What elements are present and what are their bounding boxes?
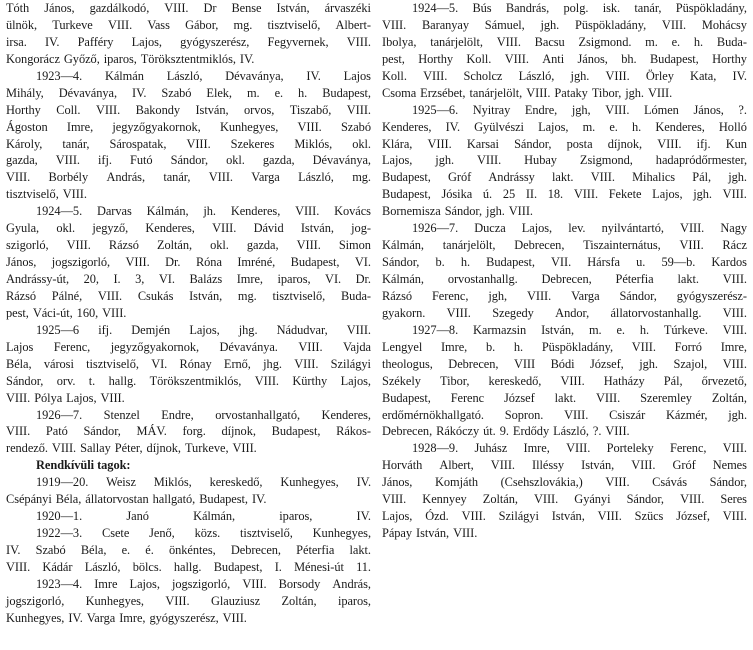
- text-line: Bornemisza Sándor, jgh. VIII.: [382, 204, 533, 219]
- text-line: 1925—6. Nyitray Endre, jgh, VIII. Lómen János, ?.: [412, 102, 747, 117]
- text-line: ülnök, Turkeve VIII. Vass Gábor, mg. tisztviselő, Albert-: [6, 17, 371, 32]
- text-line: 1923—4. Kálmán László, Dévaványa, IV. Lajos: [36, 68, 371, 83]
- text-line: János, Komjáth (Csehszlovákia,) VIII. Csávás Sándor,: [382, 475, 747, 490]
- text-line: Ibolya, tanárjelölt, VIII. Bacsu Zsigmond. m. e. h. Buda-: [382, 34, 747, 49]
- text-line: Lajos, Ózd. VIII. Szilágyi István, VIII. Szücs József, VIII.: [382, 509, 747, 524]
- section-heading: Rendkívüli tagok:: [36, 458, 131, 473]
- text-line: rendező. VIII. Sallay Péter, díjnok, Turkeve, VIII.: [6, 441, 257, 456]
- text-line: Horváth Albert, VIII. Illéssy István, VIII. Gróf Nemes: [382, 458, 747, 473]
- text-line: 1922—3. Csete Jenő, közs. tisztviselő, Kunhegyes,: [36, 526, 371, 541]
- text-line: VIII. Kádár László, bölcs. hallg. Budapest, I. Ménesi-út 11.: [6, 559, 371, 574]
- text-line: Mihály, Dévaványa, IV. Szabó Elek, m. e. h. Budapest,: [6, 85, 371, 100]
- text-line: Károly, tanár, Sárospatak, VIII. Szekeres Miklós, okl.: [6, 136, 371, 151]
- text-line: Andrássy-út, 20, I. 3, VI. Balázs Imre, iparos, VI. Dr.: [6, 272, 371, 286]
- text-line: VIII. Kennyey Zoltán, VIII. Gyányi Sándor, VIII. Seres: [382, 492, 747, 507]
- text-line: Tóth János, gazdálkodó, VIII. Dr Bense István, árvaszéki: [6, 1, 371, 15]
- text-line: Kongorácz Győző, iparos, Töröksztentmiklós, IV.: [6, 51, 255, 66]
- text-line: VIII. Pató Sándor, MÁV. forg. díjnok, Budapest, Rákos-: [6, 424, 371, 439]
- text-line: pest, Váci-út, 160, VIII.: [6, 305, 127, 320]
- text-line: tisztviselő, VIII.: [6, 187, 87, 202]
- text-line: Sándor, orv. t. hallg. Törökszentmiklós, VIII. Kürthy Lajos,: [6, 373, 371, 388]
- text-line: gazda, VIII. ifj. Futó Sándor, okl. gazda, Dévaványa,: [6, 153, 371, 168]
- text-line: VIII. Pólya Lajos, VIII.: [6, 390, 125, 405]
- text-line: pest, Horthy Koll. VIII. Anti János, bh. Budapest, Horthy: [382, 51, 747, 66]
- text-line: Budapest, Ferenc József lakt. VIII. Szeremley Zoltán,: [382, 390, 747, 405]
- text-line: Székely Tibor, kereskedő, VIII. Hatházy Pál, őrvezető,: [382, 373, 747, 388]
- text-line: 1925—6 ifj. Demjén Lajos, jhg. Nádudvar, VIII.: [36, 322, 371, 337]
- text-line: 1928—9. Juhász Imre, VIII. Porteleky Ferenc, VIII.: [412, 441, 747, 456]
- text-line: Lajos Ferenc, jegyzőgyakornok, Dévaványa. VIII. Vajda: [6, 339, 371, 354]
- text-line: Budapest, Jósika ú. 25 II. 18. VIII. Fekete Lajos, jgh. VIII.: [382, 187, 747, 202]
- text-line: 1924—5. Bús Bandrás, polg. isk. tanár, Püspökladány,: [412, 1, 747, 15]
- text-line: Pápay István, VIII.: [382, 526, 478, 541]
- text-line: Rázsó Pálné, VIII. Csukás István, mg. tisztviselő, Buda-: [6, 288, 371, 303]
- text-line: jogszigorló, Kunhegyes, VIII. Glauziusz Zoltán, iparos,: [6, 593, 371, 608]
- text-line: szigorló, VIII. Rázsó Zoltán, okl. gazda, VIII. Simon: [6, 238, 371, 253]
- text-line: theologus, Debrecen, VIII Bódi József, jgh. Szajol, VIII.: [382, 356, 747, 371]
- text-line: gyakorn. VIII. Szegedy Andor, állatorvostanhallg. VIII.: [382, 305, 747, 320]
- text-line: Kálmán, orvostanhallg. Debrecen, Péterfia lakt. VIII.: [382, 272, 747, 286]
- text-line: Ágoston Imre, jegyzőgyakornok, Kunhegyes, VIII. Szabó: [6, 119, 371, 134]
- text-line: Béla, városi tisztviselő, VI. Rónay Ernő, jhg. VIII. Szilágyi: [6, 356, 371, 371]
- text-line: Debrecen, Rákóczy út. 9. Erdődy László, ?. VIII.: [382, 424, 630, 439]
- text-line: erdőmérnökhallgató. Sopron. VIII. Csiszár Kázmér, jgh.: [382, 407, 747, 422]
- text-line: János, jogszigorló, VIII. Dr. Róna Imréné, Budapest, VI.: [6, 255, 371, 270]
- text-line: Csépányi Béla, állatorvostan hallgató, Budapest, IV.: [6, 492, 267, 507]
- text-line: Rázsó Ferenc, jgh, VIII. Varga Sándor, gyógyszerész-: [382, 288, 747, 303]
- text-line: 1927—8. Karmazsin István, m. e. h. Túrkeve. VIII.: [412, 322, 747, 337]
- text-line: IV. Szabó Béla, e. é. önkéntes, Debrecen, Péterfia lakt.: [6, 543, 371, 557]
- text-line: Sándor, b. h. Budapest, VII. Hársfa u. 59—b. Kardos: [382, 255, 747, 270]
- text-line: VIII. Baranyay Sámuel, jgh. Püspökladány, VIII. Mohácsy: [382, 17, 747, 32]
- text-line: VIII. Borbély András, tanár, VIII. Varga László, mg.: [6, 170, 371, 185]
- text-line: 1926—7. Stenzel Endre, orvostanhallgató, Kenderes,: [36, 407, 371, 422]
- text-line: Koll. VIII. Scholcz László, jgh. VIII. Örley Kata, IV.: [382, 68, 747, 83]
- text-line: Klára, VIII. Karsai Sándor, posta díjnok, VIII. ifj. Kun: [382, 136, 747, 151]
- text-line: irsa. IV. Pafféry Lajos, gyógyszerész, Fegyvernek, VIII.: [6, 34, 371, 49]
- text-line: Lajos, jgh. VIII. Hubay Zsigmond, hadapródőrmester,: [382, 153, 747, 168]
- left-column: [6, 0, 371, 627]
- text-line: Csoma Erzsébet, tanárjelölt, VIII. Pataky Tibor, jgh. VIII.: [382, 85, 673, 100]
- text-line: 1924—5. Darvas Kálmán, jh. Kenderes, VIII. Kovács: [36, 204, 371, 219]
- text-line: Kenderes, IV. Gyülvészi Lajos, m. e. h. Kenderes, Holló: [382, 119, 747, 134]
- text-line: 1920—1. Janó Kálmán, iparos, IV.: [36, 509, 371, 524]
- text-line: Budapest, Gróf Andrássy lakt. VIII. Mihalics Pál, jgh.: [382, 170, 747, 185]
- text-line: Kálmán, tanárjelölt, Debrecen, Tiszainternátus, VIII. Rácz: [382, 238, 747, 253]
- text-line: 1926—7. Ducza Lajos, lev. nyilvántartó, VIII. Nagy: [412, 221, 747, 236]
- text-line: Gyula, okl. jegyző, Kenderes, VIII. Dávid István, jog-: [6, 221, 371, 236]
- right-column: [382, 0, 747, 542]
- text-line: Kunhegyes, IV. Varga Imre, gyógyszerész, VIII.: [6, 610, 247, 625]
- text-line: 1923—4. Imre Lajos, jogszigorló, VIII. Borsody András,: [36, 576, 371, 591]
- text-line: Lengyel Imre, b. h. Püspökladány, VIII. Forró Imre,: [382, 339, 747, 354]
- text-line: Horthy Coll. VIII. Bakondy István, orvos, Tiszabő, VIII.: [6, 102, 371, 117]
- text-line: 1919—20. Weisz Miklós, kereskedő, Kunhegyes, IV.: [36, 475, 371, 490]
